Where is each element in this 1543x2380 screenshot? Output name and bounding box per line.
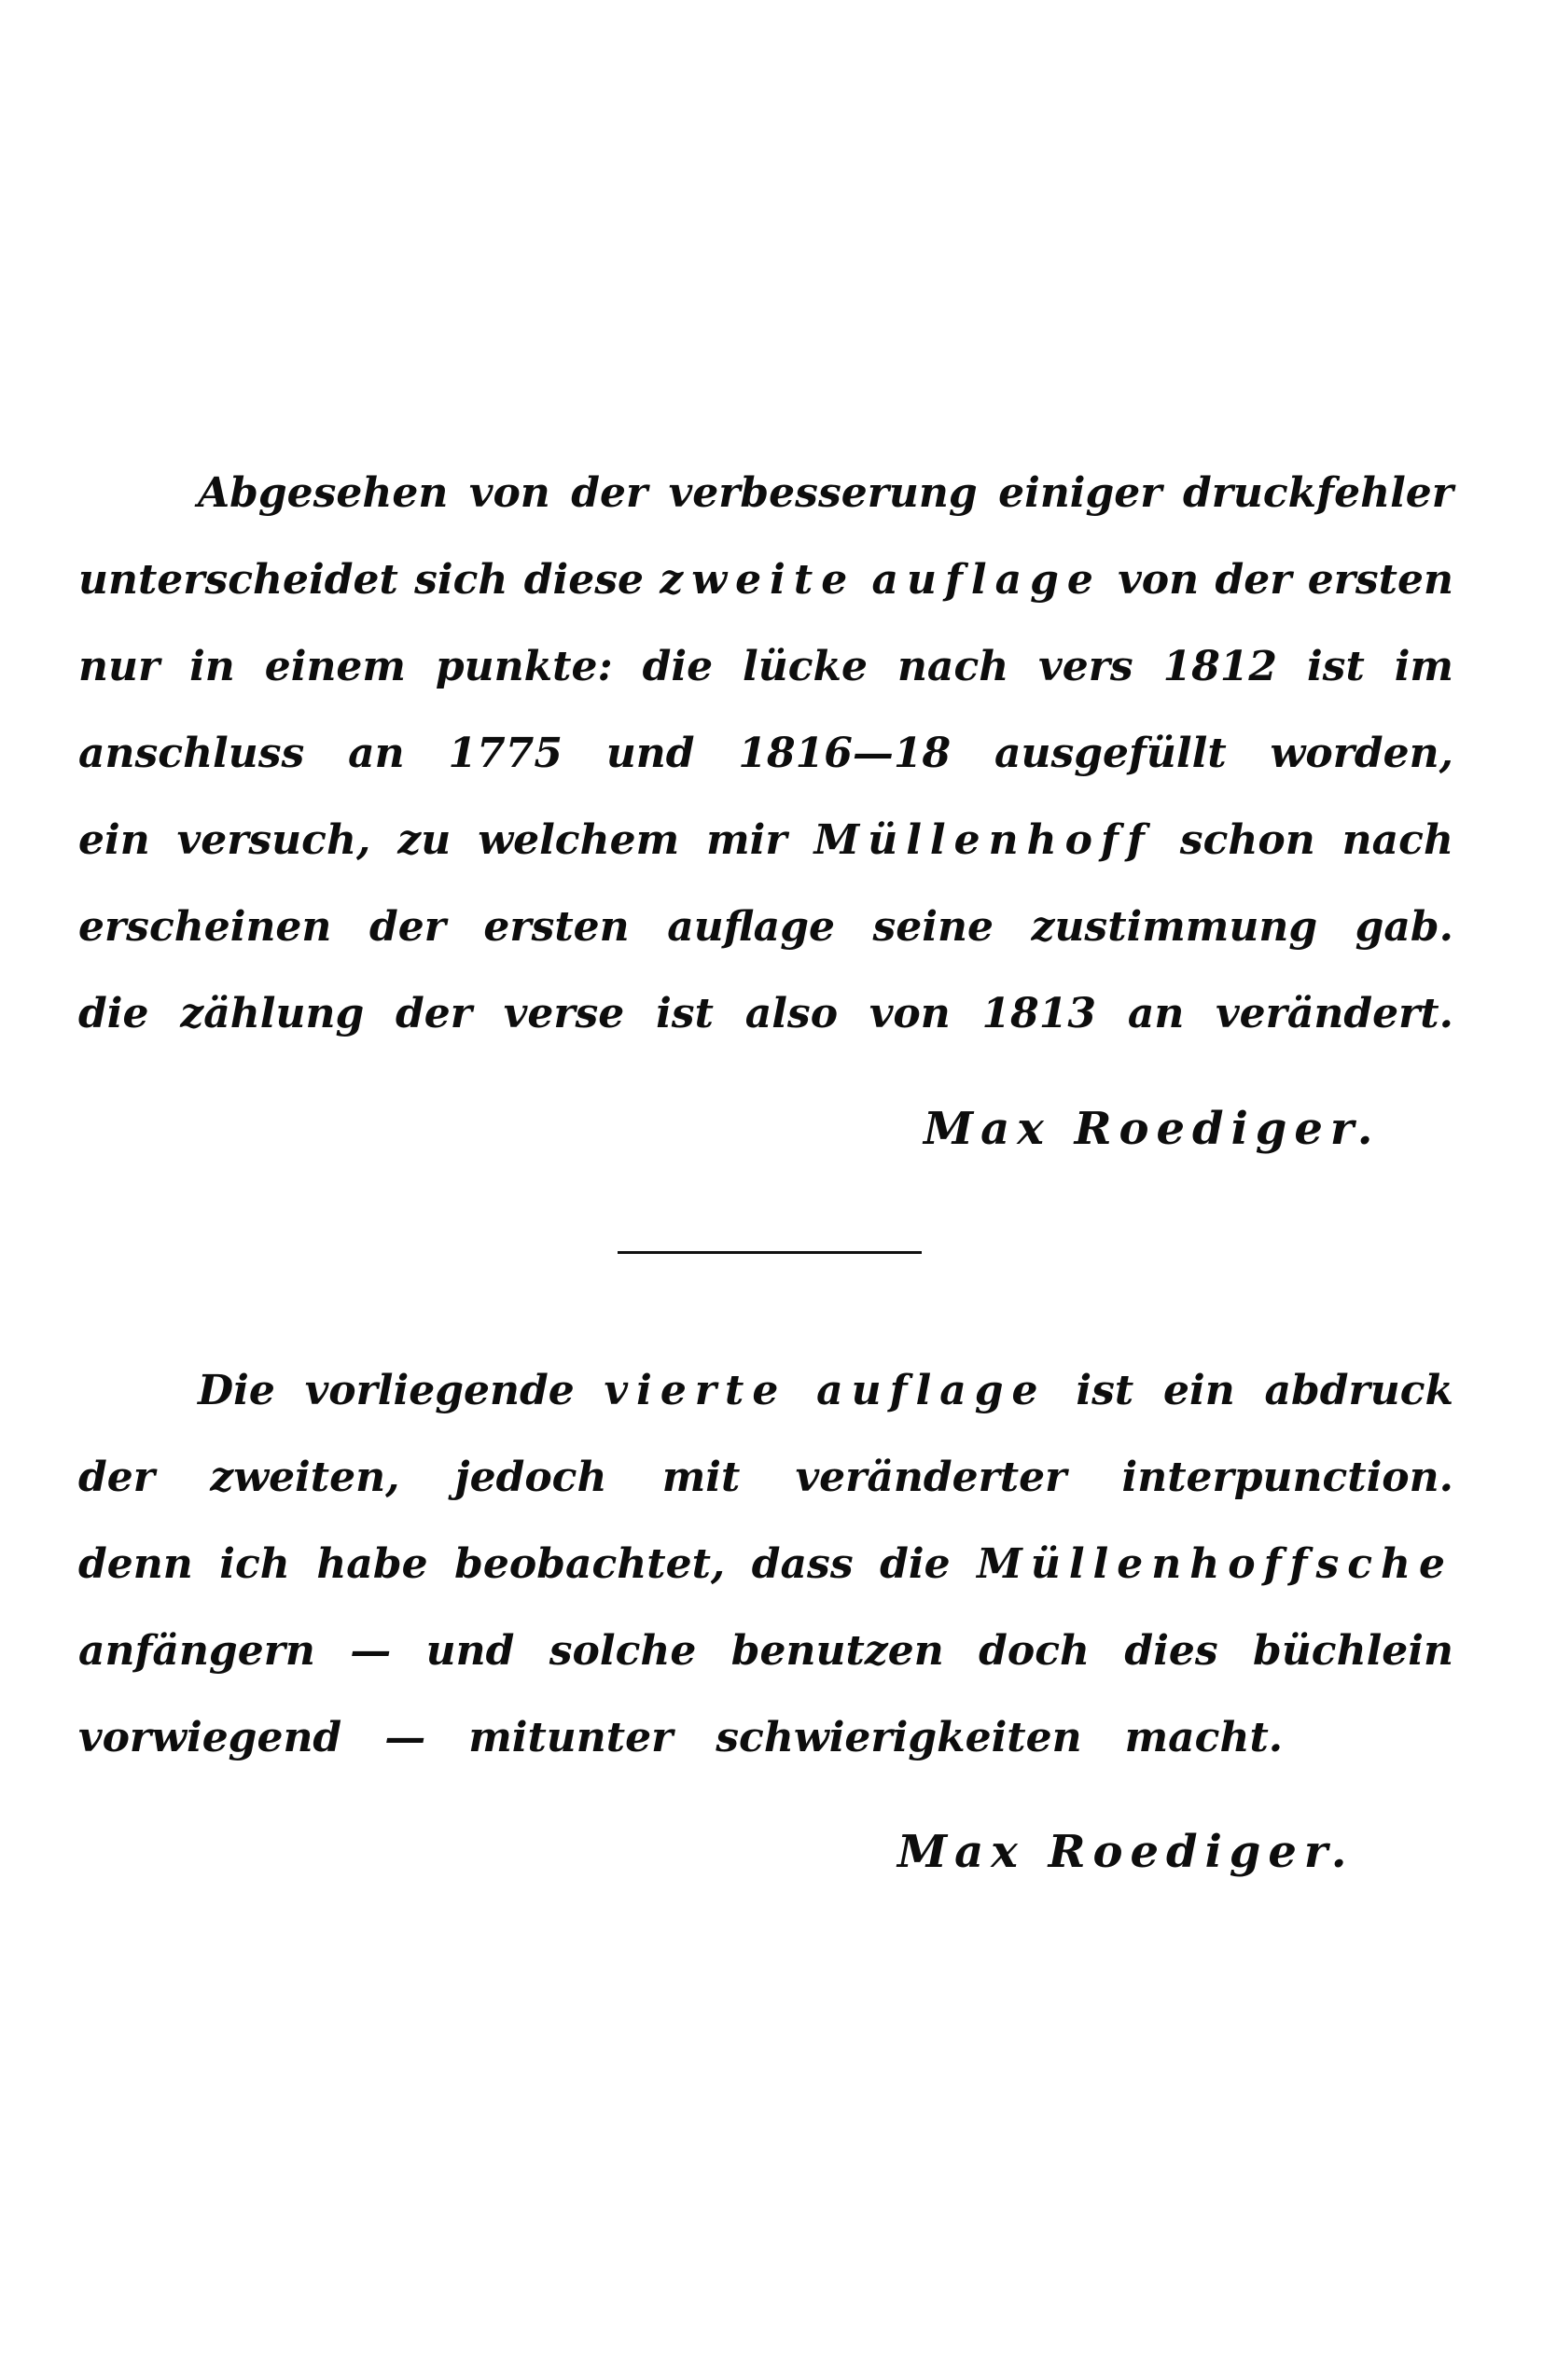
word: worden, — [1270, 730, 1453, 777]
text-line — [78, 1705, 1453, 1771]
word: mitunter — [468, 1714, 674, 1761]
word: ist — [1306, 643, 1365, 690]
word: jedoch — [454, 1454, 607, 1501]
word: unterscheidet — [78, 556, 398, 604]
word: an — [1127, 990, 1185, 1037]
word: der — [368, 903, 446, 951]
word: ersten — [483, 903, 630, 951]
word: von — [468, 469, 550, 517]
word: verändert. — [1216, 990, 1453, 1037]
word: ich — [219, 1540, 290, 1588]
word: nur — [78, 643, 160, 690]
word: der — [396, 990, 472, 1037]
word: — — [350, 1627, 392, 1675]
word: die — [642, 643, 714, 690]
word: nach — [1341, 816, 1453, 864]
word: ist — [1076, 1367, 1134, 1414]
word: in — [189, 643, 235, 690]
word: ein — [78, 816, 150, 864]
word: von — [869, 990, 951, 1037]
word: diese — [523, 556, 644, 604]
text-line — [78, 721, 1453, 786]
word: mir — [706, 816, 787, 864]
word: von — [1118, 556, 1200, 604]
word: erscheinen — [78, 903, 332, 951]
text-line — [78, 981, 1453, 1047]
word: einiger — [998, 469, 1162, 517]
word: auflage — [816, 1367, 1047, 1414]
text-line — [78, 895, 1453, 960]
word: vorwiegend — [78, 1714, 342, 1761]
text-line — [78, 1619, 1453, 1684]
word: druckfehler — [1182, 469, 1453, 517]
word: einem — [264, 643, 406, 690]
word: also — [744, 990, 839, 1037]
word: Müllenhoff — [813, 816, 1153, 864]
text-line — [78, 1532, 1453, 1597]
word: zählung — [180, 990, 365, 1037]
text-line — [78, 548, 1453, 613]
word: Müllenhoffsche — [977, 1540, 1453, 1588]
text-line — [198, 461, 1453, 526]
word: gab. — [1355, 903, 1453, 951]
word: abdruck — [1264, 1367, 1453, 1414]
word: beobachtet, — [454, 1540, 726, 1588]
word: vers — [1038, 643, 1133, 690]
word: nach — [897, 643, 1009, 690]
word: vorliegende — [304, 1367, 575, 1414]
word: 1813 — [981, 990, 1097, 1037]
word: denn — [78, 1540, 193, 1588]
word: an — [348, 730, 405, 777]
word: büchlein — [1253, 1627, 1453, 1675]
word: — — [384, 1714, 426, 1761]
word: welchem — [478, 816, 680, 864]
word: habe — [316, 1540, 428, 1588]
word: sich — [414, 556, 508, 604]
word: ausgefüllt — [994, 730, 1227, 777]
word: versuch, — [176, 816, 371, 864]
word: dies — [1124, 1627, 1218, 1675]
word: zustimmung — [1031, 903, 1318, 951]
word: auflage — [871, 556, 1102, 604]
word: der — [78, 1454, 155, 1501]
word: ist — [656, 990, 714, 1037]
text-line — [78, 634, 1453, 700]
word: der — [1215, 556, 1292, 604]
word: 1816—18 — [738, 730, 952, 777]
section-divider — [618, 1251, 922, 1254]
word: anfängern — [78, 1627, 315, 1675]
word: schwierigkeiten — [716, 1714, 1082, 1761]
word: verbesserung — [668, 469, 978, 517]
word: benutzen — [730, 1627, 944, 1675]
word: schon — [1179, 816, 1315, 864]
word: im — [1394, 643, 1453, 690]
word: 1775 — [448, 730, 563, 777]
word: ersten — [1307, 556, 1453, 604]
word: interpunction. — [1121, 1454, 1453, 1501]
signature: Max Roediger. — [897, 1826, 1355, 1878]
text-line — [198, 1358, 1453, 1424]
word: zweite — [660, 556, 856, 604]
word: anschluss — [78, 730, 305, 777]
word: auflage — [667, 903, 835, 951]
word: mit — [661, 1454, 741, 1501]
word: zu — [397, 816, 452, 864]
word: ein — [1162, 1367, 1235, 1414]
word: punkte: — [435, 643, 613, 690]
word: die — [880, 1540, 951, 1588]
word: 1812 — [1162, 643, 1278, 690]
word: und — [425, 1627, 515, 1675]
text-line — [78, 1445, 1453, 1510]
word: veränderter — [795, 1454, 1067, 1501]
word: und — [605, 730, 695, 777]
word: macht. — [1124, 1714, 1284, 1761]
word: doch — [979, 1627, 1091, 1675]
word: Die — [198, 1367, 275, 1414]
text-line — [78, 808, 1453, 873]
word: dass — [751, 1540, 854, 1588]
word: Abgesehen — [198, 469, 449, 517]
word: die — [78, 990, 149, 1037]
word: verse — [503, 990, 625, 1037]
signature: Max Roediger. — [924, 1103, 1381, 1155]
word: der — [571, 469, 648, 517]
word: solche — [549, 1627, 697, 1675]
word: zweiten, — [210, 1454, 400, 1501]
word: seine — [872, 903, 994, 951]
word: vierte — [604, 1367, 787, 1414]
word: lücke — [743, 643, 869, 690]
